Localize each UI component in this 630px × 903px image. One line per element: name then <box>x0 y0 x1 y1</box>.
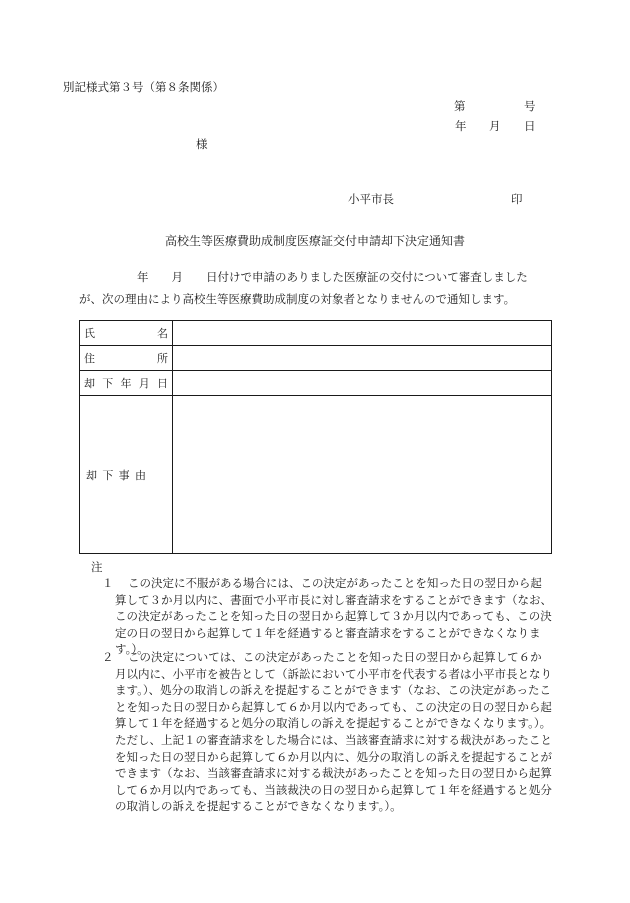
issuer-name: 小平市長 <box>348 192 394 206</box>
note-item-1 <box>91 575 553 658</box>
date-year: 年 <box>455 119 467 133</box>
note-number: １ <box>102 576 114 590</box>
rejection-date-field[interactable] <box>173 371 552 396</box>
notes-heading: 注 <box>91 560 103 574</box>
table-row-rejection-reason <box>80 396 552 554</box>
label-cell <box>80 371 173 396</box>
addressee-suffix: 様 <box>196 137 208 151</box>
label-cell <box>80 321 173 346</box>
date-month: 月 <box>489 119 501 133</box>
info-table <box>79 320 552 554</box>
label-cell <box>80 396 173 554</box>
note-text: この決定に不服がある場合には、この決定があったことを知った日の翌日から起算して３か月以内に、書面で小平市長に対し審査請求をすることができます（なお、この決定があったことを知った日の翌日から起算して３か月以内であっても、この決定の日の翌日から起算して１年を経過すると審査請求をすることができなくなります。）。 <box>115 576 552 657</box>
doc-number-prefix: 第 <box>454 99 466 113</box>
document-title: 高校生等医療費助成制度医療証交付申請却下決定通知書 <box>164 234 465 248</box>
label-address: 住 所 <box>84 352 168 365</box>
note-item-2 <box>91 649 553 815</box>
label-rejection-date: 却 下 年 月 日 <box>84 377 168 390</box>
intro-line-2: が、次の理由により高校生等医療費助成制度の対象者となりませんので通知します。 <box>79 292 516 306</box>
label-cell <box>80 346 173 371</box>
label-rejection-reason: 却 下 事 由 <box>86 468 146 482</box>
intro-paragraph <box>79 266 557 310</box>
form-number: 別記様式第３号（第８条関係） <box>63 80 224 94</box>
name-field[interactable] <box>173 321 552 346</box>
note-text: この決定については、この決定があったことを知った日の翌日から起算して６か月以内に、小平市を被告として（訴訟において小平市を代表する者は小平市長となります。）、処分の取消しの訴えを提起することができます（なお、この決定があったことを知った日の翌日から起算して６か月以内であっても、この決定の日の翌日から起算して１年を経過すると処分の取消しの訴えを提起することができなくなります。）。ただし、上記１の審査請求をした場合には、当該審査請求に対する裁決があったことを知った日の翌日から起算して６か月以内に、処分の取消しの訴えを提起することができます（なお、当該審査請求に対する裁決があったことを知った日の翌日から起算して６か月以内であっても、当該裁決の日の翌日から起算して１年を経過すると処分の取消しの訴えを提起することができなくなります。）。 <box>115 650 552 814</box>
label-name: 氏 名 <box>84 327 168 340</box>
doc-number-suffix: 号 <box>524 99 536 113</box>
table-row-name <box>80 321 552 346</box>
note-number: ２ <box>102 650 114 664</box>
rejection-reason-field[interactable] <box>173 396 552 554</box>
intro-line-1: 年 月 日付けで申請のありました医療証の交付について審査しました <box>137 270 528 284</box>
date-day: 日 <box>524 119 536 133</box>
seal-mark: 印 <box>511 192 523 206</box>
address-field[interactable] <box>173 346 552 371</box>
table-row-rejection-date <box>80 371 552 396</box>
table-row-address <box>80 346 552 371</box>
